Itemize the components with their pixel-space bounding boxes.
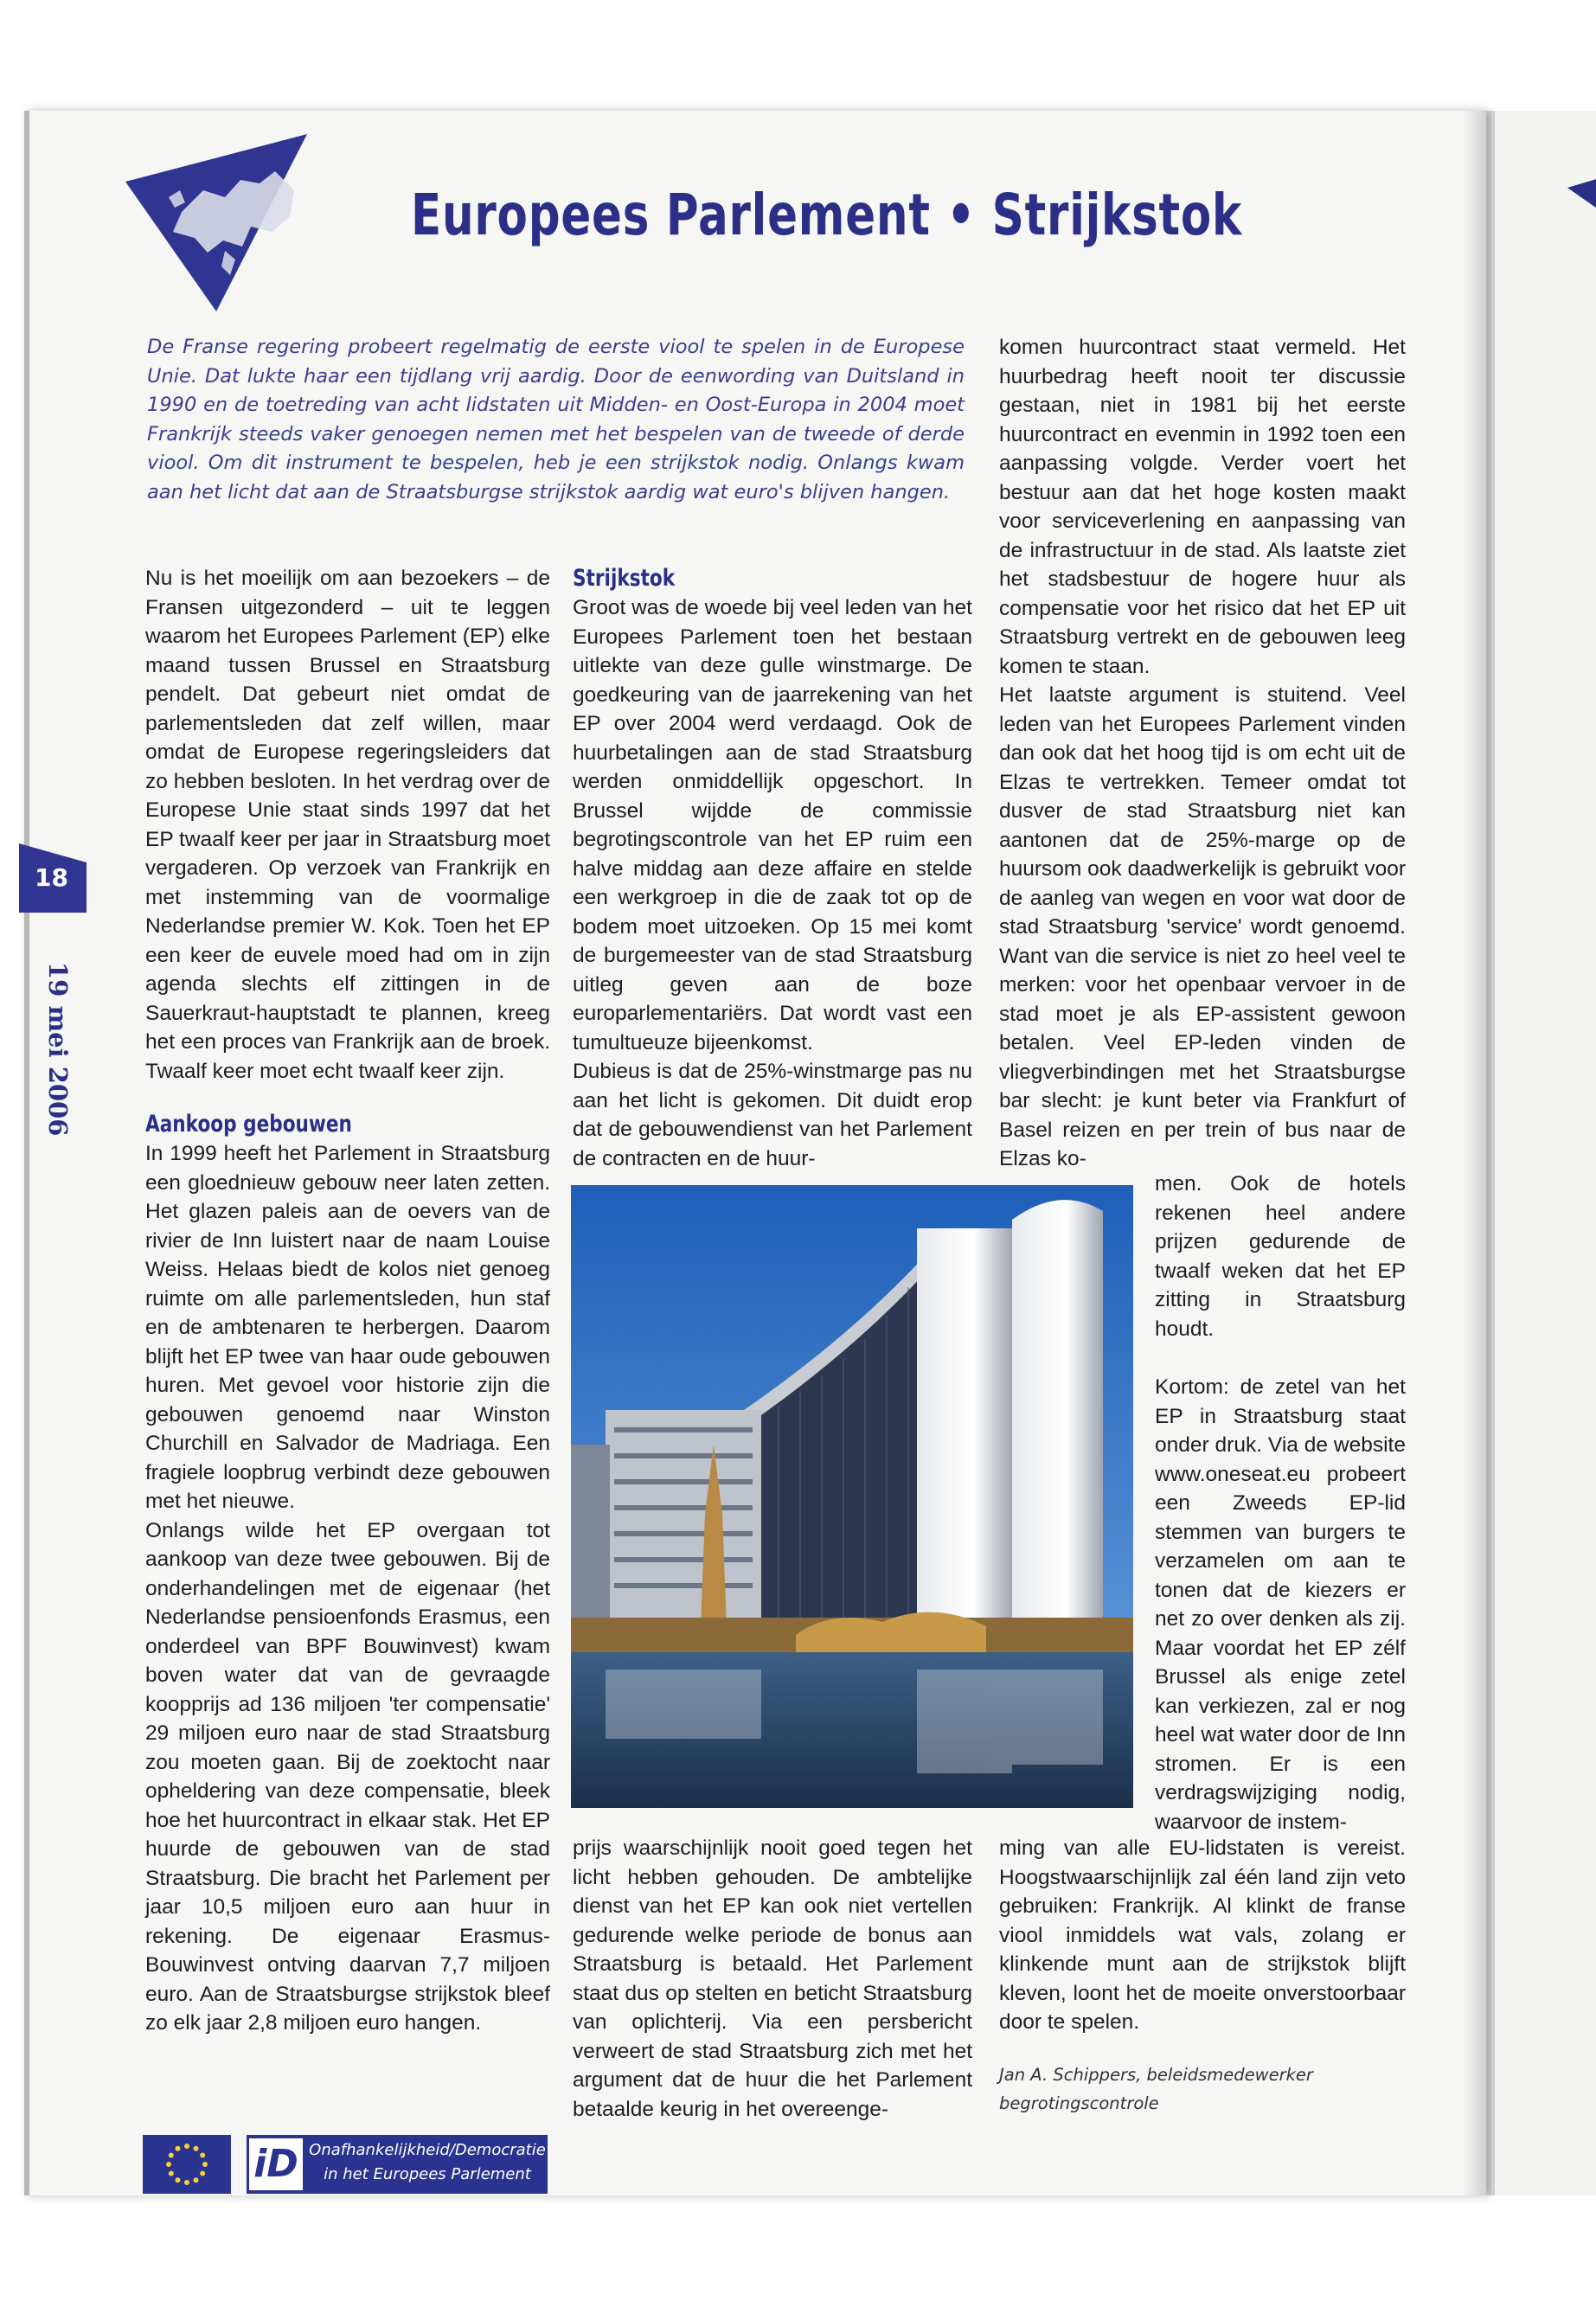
logo-line-2: in het Europees Parlement: [324, 2165, 531, 2183]
column-1: [145, 564, 550, 2038]
eu-stars-icon: [164, 2142, 209, 2187]
col3-paragraph-4: ming van alle EU-lidstaten is vereist. Hoogstwaarschijnlijk zal één land zijn veto gebruiken: Frankrijk. Al klinkt de franse viool inmiddels wat vals, zolang er klinkende munt aan de strijkstok blijft kleven, loont het de moeite onverstoorbaar door te spelen.: [999, 1836, 1406, 2034]
col3-paragraph-3: Kortom: de zetel van het EP in Straatsburg staat onder druk. Via de website www.oneseat.eu probeert een Zweeds EP-lid stemmen van burgers te verzamelen om aan te tonen dat de kiezers er net zo over denken als zij. Maar voordat het EP zélf Brussel als enige zetel kan verkiezen, zal er nog heel wat water door de Inn stromen. Er is een verdragswijziging nodig, waarvoor de instem-: [1155, 1375, 1406, 1834]
next-page-edge: [1491, 111, 1596, 2195]
col2-paragraph-1: Groot was de woede bij veel leden van het Europees Parlement toen het bestaan uitlekte van deze gulle winstmarge. De goedkeuring van de jaarrekening van het EP over 2004 werd verdaagd. Ook de huurbetalingen aan de stad Straatsburg werden onmiddellijk opgeschort. In Brussel wijdde de commissie begrotingscontrole van het EP ruim een halve middag aan deze affaire en stelde een werkgroep in die de zaak tot op de bodem moet uitzoeken. Op 15 mei komt de burgemeester van de stad Straatsburg uitleg geven aan de boze europarlementariërs. Dat wordt vast een tumultueuze bijeenkomst.: [573, 596, 972, 1054]
logo-line-1: Onafhankelijkheid/Democratie: [309, 2141, 546, 2159]
author-signature: Jan A. Schippers, beleidsmedewerker begrotingscontrole: [999, 2065, 1313, 2113]
next-page-triangle-icon: [1567, 177, 1596, 212]
subheading-aankoop: Aankoop gebouwen: [145, 1111, 352, 1138]
column-3: [999, 333, 1406, 1174]
id-logo-mark-text: iD: [253, 2142, 298, 2186]
column-3-bottom: [999, 1834, 1406, 2037]
id-logo-text: [308, 2138, 547, 2187]
page-edge: [24, 111, 29, 2195]
page-number: 18: [35, 863, 68, 892]
building-photo: [571, 1185, 1133, 1808]
subheading-strijkstok: Strijkstok: [573, 565, 676, 592]
issue-date: 19 mei 2006: [43, 962, 73, 1137]
col2-paragraph-3: prijs waarschijnlijk nooit goed tegen het licht hebben gehouden. De ambtelijke dienst van het EP kan ook niet vertellen gedurende welke periode de bonus aan Straatsburg is betaald. Het Parlement staat dus op stelten en beticht Straatsburg van oplichterij. Via een persbericht verweert de stad Straatsburg zich met het argument dat de huur die het Parlement betaalde keurig in het overeenge-: [573, 1836, 972, 2121]
page-title: Europees Parlement • Strijkstok: [411, 182, 1243, 248]
europe-map-triangle-icon: [121, 130, 329, 316]
col1-paragraph-1: Nu is het moeilijk om aan bezoekers – de Fransen uitgezonderd – uit te leggen waarom het Europees Parlement (EP) elke maand tussen Brussel en Straatsburg pendelt. Dat gebeurt niet omdat de parlementsleden dat zelf willen, maar omdat de Europese regeringsleiders dat zo hebben besloten. In het verdrag over de Europese Unie staat sinds 1997 dat het EP twaalf keer per jaar in Straatsburg moet vergaderen. Op verzoek van Frankrijk en met instemming van de voormalige Nederlandse premier W. Kok. Toen het EP een keer de euvele moed had om in zijn agenda slechts elf zittingen in de Sauerkraut-hauptstadt te plannen, kreeg het een proces van Frankrijk aan de broek. Twaalf keer moet echt twaalf keer zijn.: [145, 567, 551, 1083]
column-2-bottom: [573, 1834, 972, 2124]
col1-paragraph-2: In 1999 heeft het Parlement in Straatsburg een gloednieuw gebouw neer laten zetten. Het glazen paleis aan de oevers van de rivier de Inn luistert naar de naam Louise Weiss. Helaas biedt de kolos niet genoeg ruimte om alle parlementsleden, hun staf en de ambtenaren te herbergen. Daarom blijft het EP twee van haar oude gebouwen huren. Met gevoel voor historie zijn die gebouwen genoemd naar Winston Churchill en Salvador de Madriaga. Een fragiele loopbrug verbindt deze gebouwen met het nieuwe.: [145, 1142, 550, 1513]
id-logo-mark: [249, 2138, 303, 2190]
intro-paragraph: De Franse regering probeert regelmatig de eerste viool te spelen in de Europese Unie. Dat lukte haar een tijdlang vrij aardig. Door de eenwording van Duitsland in 1990 en de toetreding van acht lidstaten uit Midden- en Oost-Europa in 2004 moet Frankrijk steeds vaker genoegen nemen met het bespelen van de tweede of derde viool. Om dit instrument te bespelen, heb je een strijkstok nodig. Onlangs kwam aan het licht dat aan de Straatsburgse strijkstok aardig wat euro's blijven hangen.: [147, 336, 965, 503]
col2-paragraph-2: Dubieus is dat de 25%-winstmarge pas nu aan het licht is gekomen. Dit duidt erop dat de gebouwendienst van het Parlement de contracten en de huur-: [573, 1060, 972, 1170]
col3-paragraph-2: Het laatste argument is stuitend. Veel leden van het Europees Parlement vinden dan ook dat het hoog tijd is om echt uit de Elzas te vertrekken. Temeer omdat tot dusver de stad Straatsburg niet kan aantonen dat de 25%-marge op de huursom ook daadwerkelijk is gebruikt voor de aanleg van wegen en voor wat door de stad Straatsburg 'service' wordt genoemd. Want van die service is niet zo heel veel te merken: voor het openbaar vervoer in de stad moet je als EP-assistent gewoon betalen. Veel EP-leden vinden de vliegverbindingen met het Straatsburgse bar slecht: je kunt beter via Frankfurt of Basel reizen en per trein of bus naar de Elzas ko-: [999, 683, 1406, 1170]
col3-paragraph-1: komen huurcontract staat vermeld. Het huurbedrag heeft nooit ter discussie gestaan, niet in 1981 bij het eerste huurcontract en evenmin in 1992 toen een aanpassing volgde. Verder voert het bestuur aan dat het hoge kosten maakt voor serviceverlening en aanpassing van de infrastructuur in de stad. Als laatste ziet het stadsbestuur de hogere huur als compensatie voor het risico dat het EP uit Straatsburg vertrekt en de gebouwen leeg komen te staan.: [999, 336, 1406, 678]
gutter-shadow: [1462, 111, 1491, 2195]
column-2: [573, 564, 972, 1173]
column-3-narrow: [1155, 1170, 1406, 1836]
col3-paragraph-2b: men. Ook de hotels rekenen heel andere prijzen gedurende de twaalf weken dat het EP zitting in Straatsburg houdt.: [1155, 1172, 1406, 1341]
col1-paragraph-3: Onlangs wilde het EP overgaan tot aankoop van deze twee gebouwen. Bij de onderhandelingen met de eigenaar (het Nederlandse pensioenfonds Erasmus, een onderdeel van BPF Bouwinvest) kwam boven water dat van de gevraagde koopprijs ad 136 miljoen 'ter compensatie' 29 miljoen euro naar de stad Straatsburg zou moeten gaan. Bij de zoektocht naar opheldering van deze compensatie, bleek hoe het huurcontract in elkaar stak. Het EP huurde de gebouwen van de stad Straatsburg. Die bracht het Parlement per jaar 10,5 miljoen euro aan huur in rekening. De eigenaar Erasmus-Bouwinvest ontving daarvan 7,7 miljoen euro. Aan de Straatsburgse strijkstok bleef zo elk jaar 2,8 miljoen euro hangen.: [145, 1518, 550, 2035]
